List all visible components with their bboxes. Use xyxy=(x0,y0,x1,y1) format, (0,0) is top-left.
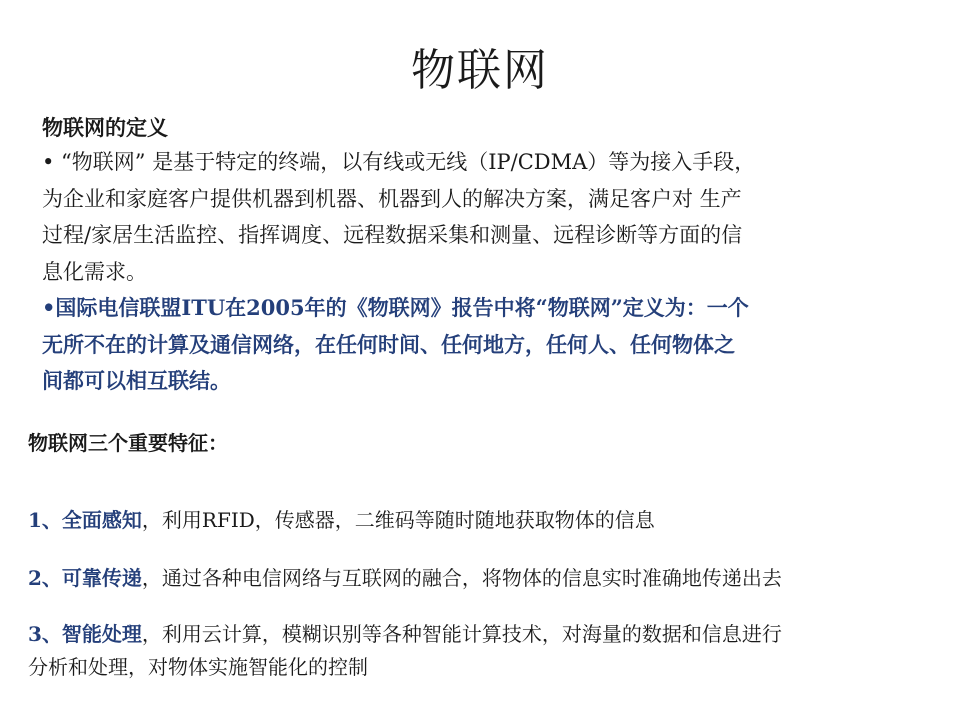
definition-paragraph-1 xyxy=(42,144,922,290)
feature-item-1 xyxy=(28,504,655,537)
paragraph-line: 无所不在的计算及通信网络，在任何时间、任何地方，任何人、任何物体之 xyxy=(42,331,735,357)
feature-text: ，通过各种电信网络与互联网的融合，将物体的信息实时准确地传递出去 xyxy=(141,566,782,590)
paragraph-line: 间都可以相互联结。 xyxy=(42,368,231,393)
feature-text: ，利用云计算，模糊识别等各种智能计算技术，对海量的数据和信息进行 xyxy=(141,622,782,646)
feature-key: 3、智能处理 xyxy=(28,622,142,646)
paragraph-line: •国际电信联盟ITU在2005年的《物联网》报告中将“物联网”定义为：一个 xyxy=(42,295,749,320)
paragraph-line: • “物联网” 是基于特定的终端，以有线或无线（IP/CDMA）等为接入手段， xyxy=(42,150,756,174)
slide-title: 物联网 xyxy=(411,45,549,96)
definition-heading: 物联网的定义 xyxy=(42,115,168,140)
features-section xyxy=(28,428,938,679)
feature-item-3 xyxy=(28,618,782,684)
feature-text-continued: 分析和处理，对物体实施智能化的控制 xyxy=(28,655,368,679)
feature-text: ，利用RFID，传感器，二维码等随时随地获取物体的信息 xyxy=(141,508,655,532)
paragraph-line: 息化需求。 xyxy=(42,259,147,284)
definition-section xyxy=(42,112,922,400)
paragraph-line: 为企业和家庭客户提供机器到机器、机器到人的解决方案，满足客户对 生产 xyxy=(42,186,742,211)
feature-item-2 xyxy=(28,562,782,595)
feature-key: 1、全面感知 xyxy=(28,508,142,532)
definition-paragraph-2 xyxy=(42,290,922,400)
features-heading: 物联网三个重要特征： xyxy=(28,431,228,455)
feature-key: 2、可靠传递 xyxy=(28,566,142,590)
paragraph-line: 过程/家居生活监控、指挥调度、远程数据采集和测量、远程诊断等方面的信 xyxy=(42,223,743,247)
